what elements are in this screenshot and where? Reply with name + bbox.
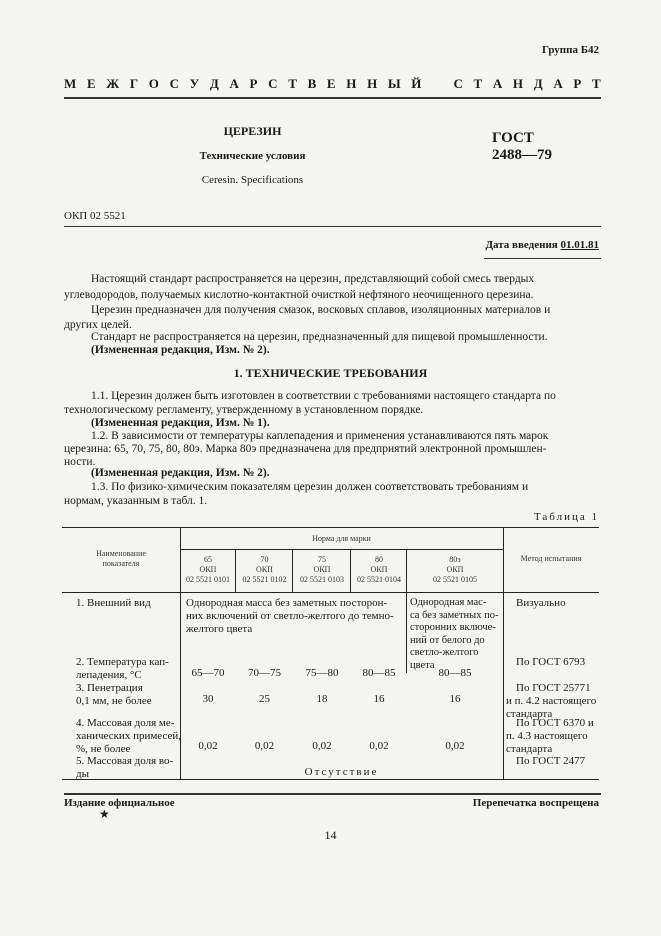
amendment-note: (Измененная редакция, Изм. № 2). [91, 467, 270, 479]
norm-line: ний от белого до [410, 634, 485, 646]
norm-line: желтого цвета [186, 623, 253, 635]
banner-letter: Т [288, 76, 297, 91]
banner-letter: Й [411, 76, 422, 91]
mark-number: 75 [318, 555, 326, 564]
banner-letter: В [307, 76, 317, 91]
mark-okp: ОКП [446, 565, 464, 574]
amendment-note: (Измененная редакция, Изм. № 2). [91, 344, 270, 356]
banner-letter: Н [346, 76, 357, 91]
norm-line: светло-желтого цвета [410, 647, 479, 671]
banner-letter: Т [473, 76, 483, 91]
mark-number: 65 [204, 555, 212, 564]
banner-letter: М [64, 76, 77, 91]
banner-letter: Ы [387, 76, 401, 91]
method-line: п. 4.3 настоящего [506, 730, 588, 742]
banner-letter: Г [129, 76, 139, 91]
row-value: 0,02 [312, 740, 332, 752]
table-top-border [62, 527, 599, 528]
row-value: 70—75 [248, 667, 281, 679]
row-name [76, 717, 181, 756]
row-value: 0,02 [198, 740, 218, 752]
mark-code: 02 5521 0102 [242, 575, 287, 584]
row-name-line: 4. Массовая доля ме- [76, 717, 175, 729]
header-name [62, 549, 180, 569]
paragraph-line: углеводородов, получаемых кислотно-контактной очисткой нефтяного неочищенного церезина. [64, 289, 534, 301]
header-norm: Норма для марки [312, 534, 371, 543]
mark-okp: ОКП [313, 565, 331, 574]
row-method: По ГОСТ 6793 [516, 656, 586, 668]
mark-number: 80 [375, 555, 383, 564]
table-subheader-border [180, 549, 503, 550]
row-value: 25 [259, 693, 270, 705]
row-name-line: %, не более [76, 743, 131, 755]
mark-okp: ОКП [199, 565, 217, 574]
table-header-border [62, 592, 599, 593]
intro-date-value: 01.01.81 [560, 239, 599, 251]
header-rule [64, 226, 601, 227]
standard-banner [64, 76, 601, 92]
row-method [506, 717, 598, 756]
row-value: 0,02 [369, 740, 389, 752]
footer-rule [64, 793, 601, 795]
row-value: 80—85 [362, 667, 396, 679]
mark-header [293, 555, 351, 585]
banner-letter: С [169, 76, 179, 91]
row-name [76, 682, 152, 708]
method-line: По ГОСТ 6370 и [516, 717, 594, 729]
paragraph-line: Церезин предназначен для получения смазок, восковых сплавов, изоляционных материалов и [91, 304, 551, 316]
row-value: 0,02 [254, 740, 275, 752]
row-name-line: 0,1 мм, не более [76, 695, 152, 707]
gost-number: 2488—79 [492, 147, 552, 163]
row-name-line: ды [76, 768, 89, 780]
banner-letter: Р [249, 76, 258, 91]
mark-number: 70 [260, 555, 269, 564]
banner-letter: Ж [106, 76, 120, 91]
norm-line: Однородная мас- [410, 597, 487, 608]
banner-rule [64, 97, 601, 99]
document-title: ЦЕРЕЗИН [223, 124, 282, 138]
section-heading: 1. ТЕХНИЧЕСКИЕ ТРЕБОВАНИЯ [233, 366, 428, 380]
mark-code: 02 5521 0105 [433, 575, 477, 584]
banner-letter: Д [209, 76, 219, 91]
intro-date [485, 239, 599, 251]
header-name-line: показателя [102, 559, 140, 568]
row-value: Отсутствие [304, 766, 379, 778]
okp-code: ОКП 02 5521 [64, 210, 126, 222]
mark-number: 80э [449, 555, 461, 564]
banner-letter: Р [573, 76, 582, 91]
banner-letter: Е [86, 76, 96, 91]
row-name-line: 3. Пенетрация [76, 682, 143, 694]
method-line: стандарта [506, 708, 553, 720]
norm-line: са без заметных по- [410, 609, 499, 621]
banner-letter: У [189, 76, 200, 91]
method-line: стандарта [506, 743, 553, 755]
banner-letter: Н [512, 76, 524, 91]
paragraph-line: 1.3. По физико-химическим показателям церезин должен соответствовать требованиям и [91, 481, 529, 493]
banner-letter: А [553, 76, 563, 91]
row-norm-text [186, 597, 401, 636]
banner-letter: Д [533, 76, 543, 91]
row-name: 1. Внешний вид [76, 597, 151, 609]
table-col-border [503, 527, 504, 780]
row-name [76, 656, 169, 682]
paragraph-line: церезина: 65, 70, 75, 80, 80э. Марка 80э предназначена для предприятий электронной промышлен- [64, 443, 547, 455]
row-method [506, 682, 598, 721]
page-number: 14 [324, 828, 337, 842]
row-value: 0,02 [445, 740, 465, 752]
row-name [76, 755, 173, 781]
row-value: 80—85 [438, 667, 472, 679]
method-line: и п. 4.2 настоящего [506, 695, 597, 707]
reprint-prohibited-label: Перепечатка воспрещена [472, 797, 599, 809]
paragraph-line: ности. [64, 456, 96, 468]
banner-letter: А [229, 76, 239, 91]
row-name-line: лепадения, °С [76, 669, 142, 681]
banner-letter: С [268, 76, 278, 91]
row-value: 18 [316, 693, 328, 705]
mark-header [180, 555, 236, 585]
norm-line: сторонних включе- [410, 622, 496, 633]
mark-header [351, 555, 407, 585]
row-value: 75—80 [305, 667, 339, 679]
mark-code: 02 5521 0103 [300, 575, 344, 584]
paragraph-line: Настоящий стандарт распространяется на церезин, представляющий собой смесь твердых [91, 273, 535, 285]
banner-letter: Н [367, 76, 378, 91]
norm-line: них включений от светло-желтого до темно- [186, 610, 394, 622]
banner-letter: Т [592, 76, 601, 91]
row-norm-text [410, 597, 500, 672]
gost-designation [492, 130, 552, 164]
row-method: По ГОСТ 2477 [516, 755, 586, 767]
paragraph-line: 1.1. Церезин должен быть изготовлен в соответствии с требованиями настоящего стандарта по [91, 390, 556, 402]
row-value: 16 [449, 693, 461, 705]
gost-label: ГОСТ [492, 130, 534, 146]
row-name-line: 5. Массовая доля во- [76, 755, 174, 767]
paragraph-line: 1.2. В зависимости от температуры каплепадения и применения устанавливаются пять марок [91, 430, 549, 442]
row-method: Визуально [516, 597, 566, 609]
mark-okp: ОКП [256, 565, 273, 574]
mark-code: 02 5521 0104 [357, 575, 401, 584]
banner-letter: С [453, 76, 463, 91]
official-edition-label: Издание официальное [64, 797, 175, 809]
mark-code: 02 5521 0101 [186, 575, 230, 584]
paragraph-line: Стандарт не распространяется на церезин, предназначенный для пищевой промышленности. [91, 331, 548, 343]
banner-letter: О [148, 76, 159, 91]
star-icon: ★ [99, 807, 110, 821]
header-name-line: Наименование [96, 549, 146, 558]
amendment-note: (Измененная редакция, Изм. № 1). [91, 417, 270, 429]
row-value: 65—70 [191, 667, 225, 679]
mark-header [407, 555, 503, 585]
table-caption: Таблица 1 [533, 511, 599, 523]
intro-date-label: Дата введения [485, 239, 558, 251]
paragraph-line: технологическому регламенту, утвержденному в установленном порядке. [64, 404, 424, 416]
row-value: 30 [202, 693, 214, 705]
row-name-line: 2. Температура кап- [76, 656, 169, 668]
document-english-title: Ceresin. Specifications [201, 174, 304, 186]
norm-line: Однородная масса без заметных посторон- [186, 597, 388, 609]
row-value: 16 [373, 693, 385, 705]
method-line: По ГОСТ 25771 [516, 682, 591, 694]
group-label: Группа Б42 [542, 44, 599, 56]
banner-letter: А [492, 76, 503, 91]
mark-okp: ОКП [370, 565, 388, 574]
specification-table [62, 527, 599, 780]
document-subtitle: Технические условия [199, 150, 306, 162]
date-rule [484, 258, 601, 259]
paragraph-line: других целей. [64, 319, 132, 331]
row-name-line: ханических примесей, [76, 730, 181, 742]
mark-header [236, 555, 293, 585]
header-method: Метод испытания [520, 554, 582, 563]
paragraph-line: нормам, указанным в табл. 1. [64, 495, 208, 507]
banner-letter: Е [326, 76, 336, 91]
